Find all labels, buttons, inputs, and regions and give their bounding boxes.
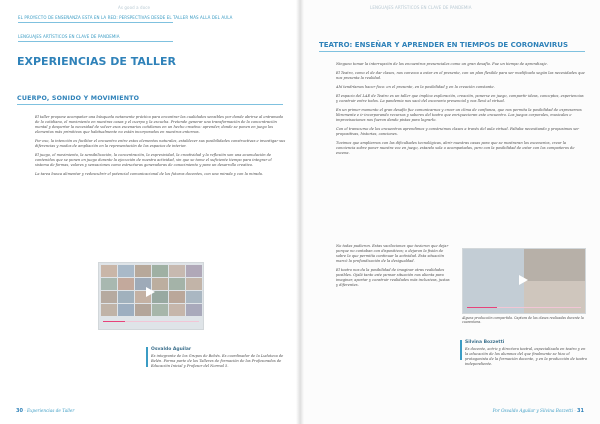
right-page: [300, 0, 600, 424]
participant-tile: [152, 265, 168, 277]
video-frame: [463, 249, 524, 313]
participant-tile: [169, 291, 185, 303]
paragraph: La tarea busca alimentar y redescubrir el potencial comunicacional de los futuros docentes, con una mirada y con la mirada.: [35, 172, 264, 176]
paragraph: El juego, el movimiento, la sensibilización, la concentración, la expresividad, la creatividad y la reflexión son una acumulación de contenidos que se ponen en juego durante la ejecución de nuestra actividad, sin que se tome el suficiente tiempo para integrar el sistema de formas, valores y sensaciones como estructuras generadoras de conocimiento y para un desarrollo creativo.: [35, 153, 272, 167]
paragraph: El teatro nos da la posibilidad de imaginar otras realidades posibles. Ojalá tanto este pensar situación nos alienta para imaginar, aportar y construir realidades más inclusivas, justas y diferentes.: [336, 268, 450, 287]
body-text: [35, 115, 286, 250]
participant-tile: [186, 265, 202, 277]
paragraph: Ahí tendríamos hacer foco: en el presente, en la posibilidad y en la creación constante.: [336, 85, 495, 89]
photo-caption: Alguna producción compartida. Captura de las clases realizadas durante la cuarentena.: [462, 316, 584, 325]
participant-tile: [101, 291, 117, 303]
participant-tile: [101, 278, 117, 290]
participant-tile: [135, 265, 151, 277]
participant-tile: [186, 304, 202, 316]
participant-tile: [118, 278, 134, 290]
class-video-photo: [462, 248, 586, 314]
paragraph: No todas pudieron. Estas vacilaciones que tuvieron que dejar porque no contaban con dispositivos; o dejaron la fisión de sobre la que permitía continuar la actividad. Esta situación marcó la profundización de la desigualdad.: [336, 244, 449, 263]
book-gutter: [296, 0, 304, 424]
breadcrumb-sub: LENGUAJES ARTÍSTICOS EN CLAVE DE PANDEMIA: [18, 34, 120, 39]
author-accent-bar: [146, 347, 148, 367]
page-title: EXPERIENCIAS DE TALLER: [17, 55, 176, 68]
author-name: Silvina Bozzetti: [465, 340, 505, 345]
breadcrumb-divider: [18, 22, 173, 23]
footer-text: Por Osvaldo Aguilar y Silvina Bozzetti: [492, 408, 574, 413]
play-icon[interactable]: [519, 275, 528, 285]
running-header: LENGUAJES ARTÍSTICOS EN CLAVE DE PANDEMIA: [370, 5, 472, 10]
participant-tile: [152, 304, 168, 316]
paragraph: En un primer momento el gran desafío fue comunicarnos y crear un clima de confianza, que nos permita la posibilidad de expresarnos libremente e ir incorporando recursos y saberes del teatro que enriquecieran este encuentro. Los juegos corporales, musicales e improvisaciones nos fueron dando pistas para lograrlo.: [336, 108, 582, 122]
paragraph: Por eso, la intención es facilitar el encuentro entre estos elementos naturales, establecer sus posibilidades constructivas e investigar sus diferencias y modos de ampliación en la representación de los espacios de interior.: [35, 139, 286, 148]
paragraph: Tuvimos que ampliarnos con las dificultades tecnológicas, abrir nuestras casas para que se mostraran los escenarios, crear la conciencia sobre poner nuestra voz en juego, estando sola o acompañadas, pero con la posibilidad de estar con los compañeros de escena.: [336, 141, 575, 155]
section-subtitle: CUERPO, SONIDO Y MOVIMIENTO: [17, 95, 140, 102]
author-bio: Es docente, actriz y directora teatral, especializada en teatro y en la educación de los alumnos del que finalmente se hizo el protagonista de la formación docente, y en la producción de teatro independiente.: [465, 347, 587, 366]
section-title: TEATRO: ENSEÑAR Y APRENDER EN TIEMPOS DE CORONAVIRUS: [319, 41, 569, 49]
play-icon[interactable]: [146, 287, 155, 297]
participant-tile: [169, 278, 185, 290]
body-text-column: [336, 244, 451, 314]
video-frame: [524, 249, 585, 281]
paragraph: El Teatro, como el de dar clases, nos convoca a estar en el presente, con un plan flexible para ser modificado según las necesidades que nos presenta la realidad.: [336, 71, 585, 80]
video-call-screenshot: [98, 262, 204, 330]
paragraph: Ninguno tomar la interrupción de los encuentros presenciales como un gran desafío. Fue un tiempo de aprendizaje.: [336, 62, 548, 66]
footer-text: Experiencias de Taller: [26, 408, 75, 413]
title-divider: [319, 51, 585, 52]
author-name: Osvaldo Aguilar: [151, 347, 192, 352]
participant-tile: [118, 291, 134, 303]
subtitle-divider: [17, 104, 283, 105]
participant-tile: [186, 278, 202, 290]
paragraph: Con el transcurso de los encuentros aprendimos y construimos clases a través del aula virtual. Faltaba necesitando y propusimos ser propositivas, historias, canciones.: [336, 127, 579, 136]
running-header: As good a doce: [118, 5, 151, 10]
participant-tile: [135, 304, 151, 316]
author-accent-bar: [460, 340, 462, 360]
participant-tile: [169, 304, 185, 316]
paragraph: El taller propone acompañar una búsqueda netamente práctica para encontrar las cualidades sensibles por donde abrirse al entramado de lo cotidiano, el movimiento en nuestras casas y el cuerpo y la escucha. Pretende generar una transformación de la concentración mental y despertar la necesidad de volver esos escenarios cotidianos en un hecho creativo: aprender, donde se ponen en juego los elementos más primitivos que habitualmente no están incorporados en nuestros entornos.: [35, 115, 284, 134]
breadcrumb-top: EL PROYECTO DE ENSEÑANZA ESTÁ EN LA RED: PERSPECTIVAS DESDE EL TALLER MÁS ALLÁ DEL AULA: [18, 15, 233, 20]
page-number: 30: [16, 408, 23, 414]
video-progress-fill[interactable]: [467, 307, 497, 308]
participant-tile: [169, 265, 185, 277]
page-number: 31: [577, 408, 584, 414]
author-bio: Es integrante de los Grupos de Bebés. Es coordinador de la Ludoteca de Belén. Forma parte de los Talleres de formación de los Profesorados de Educación Inicial y Profesor del Normal 5.: [151, 354, 284, 368]
video-frame: [524, 281, 585, 313]
paragraph: El espacio del LAE de Teatro es un taller que implica exploración, creación, ponerse en juego, compartir ideas, conceptos, experiencias y construir entre todos. La pandemia nos sacó del escenario presencial y nos llevó al virtual.: [336, 94, 584, 103]
page-footer: 30 · Experiencias de Taller: [16, 408, 75, 414]
participant-tile: [101, 265, 117, 277]
page-footer: Por Osvaldo Aguilar y Silvina Bozzetti · 31: [492, 408, 584, 414]
participant-tile: [186, 291, 202, 303]
breadcrumb-divider-2: [18, 41, 173, 42]
video-progress-fill[interactable]: [103, 321, 125, 322]
participant-tile: [118, 265, 134, 277]
participant-tile: [118, 304, 134, 316]
participant-tile: [101, 304, 117, 316]
body-text: [336, 62, 586, 242]
